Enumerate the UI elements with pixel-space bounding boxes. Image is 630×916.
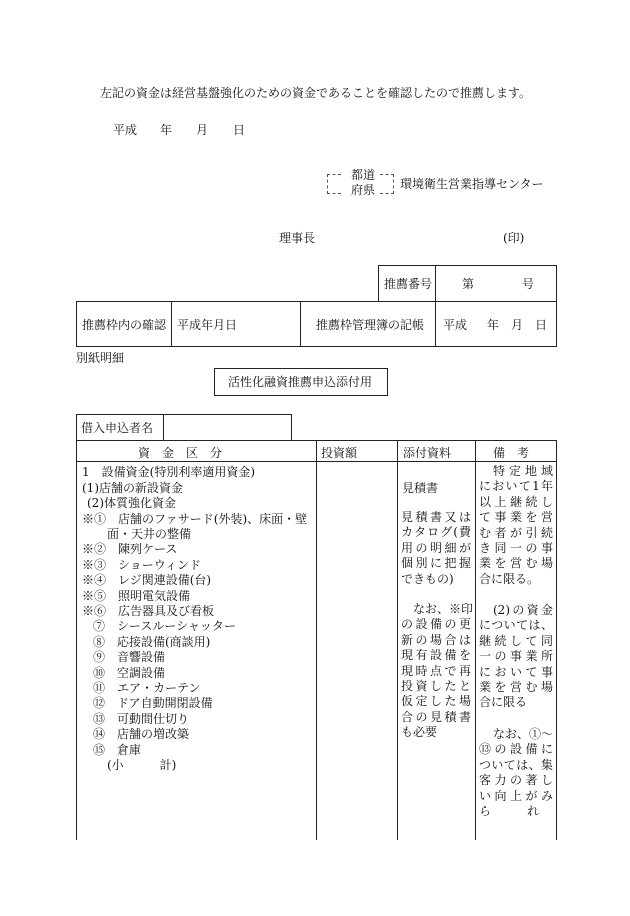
item-16: ⑫ ドア自動開閉設備 bbox=[93, 696, 213, 710]
item-17: ⑬ 可動間仕切り bbox=[93, 712, 190, 726]
attach-line-11: 現時点で再 bbox=[401, 663, 471, 678]
attach-line-4: 用の明細が bbox=[401, 540, 471, 555]
header-remarks: 備 考 bbox=[493, 446, 530, 460]
item-subtotal: (小 計) bbox=[107, 758, 177, 772]
remark-line-13: において事 bbox=[479, 664, 553, 679]
rec-number-dai: 第 bbox=[462, 277, 475, 291]
remark-line-2: において1年 bbox=[479, 479, 553, 494]
attachments-note bbox=[401, 602, 474, 741]
item-9: ※⑤ 照明電気設備 bbox=[82, 589, 191, 603]
chairman-label: 理事長 bbox=[279, 231, 316, 245]
ledger-date-month: 月 bbox=[511, 318, 524, 332]
confirm-label: 推薦枠内の確認 bbox=[82, 318, 167, 332]
appendix-label: 別紙明細 bbox=[76, 351, 125, 365]
remark-line-10: については、 bbox=[479, 618, 553, 633]
item-5: 面・天井の整備 bbox=[107, 527, 192, 541]
remark-line-16: なお、①～ bbox=[493, 727, 554, 741]
item-12: ⑧ 応接設備(商談用) bbox=[93, 635, 211, 649]
header-investment: 投資額 bbox=[321, 446, 358, 460]
item-13: ⑨ 音響設備 bbox=[93, 650, 166, 664]
header-attachments: 添付資料 bbox=[403, 446, 452, 460]
form-title: 活性化融資推薦申込添付用 bbox=[228, 375, 373, 389]
date-era: 平成 bbox=[113, 123, 138, 137]
date-month: 月 bbox=[196, 123, 209, 137]
ledger-date-year: 年 bbox=[487, 318, 500, 332]
remarks-text-1 bbox=[479, 464, 553, 587]
applicant-input[interactable] bbox=[168, 422, 288, 436]
remark-line-9: (2)の資金 bbox=[493, 603, 553, 617]
header-category: 資 金 区 分 bbox=[138, 446, 223, 460]
remark-line-17: ⑬の設備に bbox=[479, 742, 553, 757]
item-2: (1)店舗の新設資金 bbox=[82, 481, 183, 495]
attach-line-15: も必要 bbox=[401, 725, 438, 740]
attach-line-7: なお、※印 bbox=[413, 602, 474, 616]
remark-line-20: い向上がみ bbox=[479, 788, 553, 803]
remark-line-7: 業を営む場 bbox=[479, 556, 553, 571]
remarks-text-2 bbox=[479, 603, 553, 711]
item-3: (2)体質強化資金 bbox=[87, 496, 176, 510]
attach-line-8: の設備の更 bbox=[401, 617, 471, 632]
attach-line-10: 現有設備を bbox=[401, 648, 471, 663]
item-1: 1 設備資金(特別利率適用資金) bbox=[82, 465, 255, 479]
attach-line-1: 見積書 bbox=[402, 481, 439, 495]
remark-line-6: き同一の事 bbox=[479, 541, 553, 556]
remark-line-15: 合に限る bbox=[479, 695, 528, 710]
attach-line-9: 新の場合は bbox=[401, 632, 471, 647]
ledger-label: 推薦枠管理簿の記帳 bbox=[316, 318, 425, 332]
remarks-text-3 bbox=[479, 727, 553, 819]
item-6: ※② 陳列ケース bbox=[82, 542, 178, 556]
attach-line-13: 仮定した場 bbox=[401, 694, 471, 709]
remark-line-18: ついては、集 bbox=[479, 757, 553, 772]
rec-number-go: 号 bbox=[522, 277, 535, 291]
attachments-text bbox=[401, 510, 471, 587]
item-18: ⑭ 店舗の増改築 bbox=[93, 727, 190, 741]
ledger-date-era: 平成 bbox=[443, 318, 468, 332]
applicant-label: 借入申込者名 bbox=[81, 421, 154, 435]
attach-line-5: 個別に把握 bbox=[401, 556, 471, 571]
remark-line-21: ら れ bbox=[479, 804, 540, 819]
item-19: ⑮ 倉庫 bbox=[93, 743, 142, 757]
item-10: ※⑥ 広告器具及び看板 bbox=[82, 604, 215, 618]
item-15: ⑪ エア・カーテン bbox=[93, 681, 201, 695]
prefecture-top: 都道 bbox=[351, 168, 376, 182]
attach-line-6: できもの) bbox=[401, 571, 454, 586]
remark-line-11: 継続して同 bbox=[479, 633, 553, 648]
remark-line-4: て事業を営 bbox=[479, 510, 553, 525]
date-day: 日 bbox=[233, 123, 246, 137]
attach-line-12: 投資したと bbox=[401, 679, 471, 694]
confirm-date: 平成年月日 bbox=[177, 318, 238, 332]
remark-line-19: 客力の著し bbox=[479, 773, 553, 788]
item-8: ※④ レジ関連設備(台) bbox=[82, 573, 212, 587]
remark-line-12: 一の事業所 bbox=[479, 649, 553, 664]
item-11: ⑦ シースルーシャッター bbox=[93, 619, 236, 633]
attach-line-14: 合の見積書 bbox=[401, 709, 471, 724]
rec-number-label: 推薦番号 bbox=[384, 277, 433, 291]
item-7: ※③ ショーウィンド bbox=[82, 558, 202, 572]
remark-line-3: 以上継続し bbox=[479, 494, 553, 509]
remark-line-14: 業を営む場 bbox=[479, 680, 553, 695]
remark-line-8: 合に限る。 bbox=[479, 571, 540, 586]
attach-line-3: カタログ(費 bbox=[401, 525, 471, 540]
prefecture-right-bracket bbox=[380, 174, 394, 194]
prefecture-bottom: 府県 bbox=[351, 183, 376, 197]
item-14: ⑩ 空調設備 bbox=[93, 666, 166, 680]
remark-line-5: む者が引続 bbox=[479, 525, 553, 540]
ledger-date-day: 日 bbox=[535, 318, 548, 332]
attach-line-2: 見積書又は bbox=[401, 510, 471, 524]
date-year: 年 bbox=[160, 123, 173, 137]
item-4: ※① 店舗のファサード(外装)、床面・壁 bbox=[82, 512, 308, 526]
seal-mark: (印) bbox=[503, 231, 525, 245]
intro-text: 左記の資金は経営基盤強化のための資金であることを確認したので推薦します。 bbox=[100, 86, 532, 100]
prefecture-left-bracket bbox=[327, 174, 341, 194]
center-name: 環境衛生営業指導センター bbox=[400, 177, 544, 191]
remark-line-1: 特定地域 bbox=[493, 464, 553, 478]
